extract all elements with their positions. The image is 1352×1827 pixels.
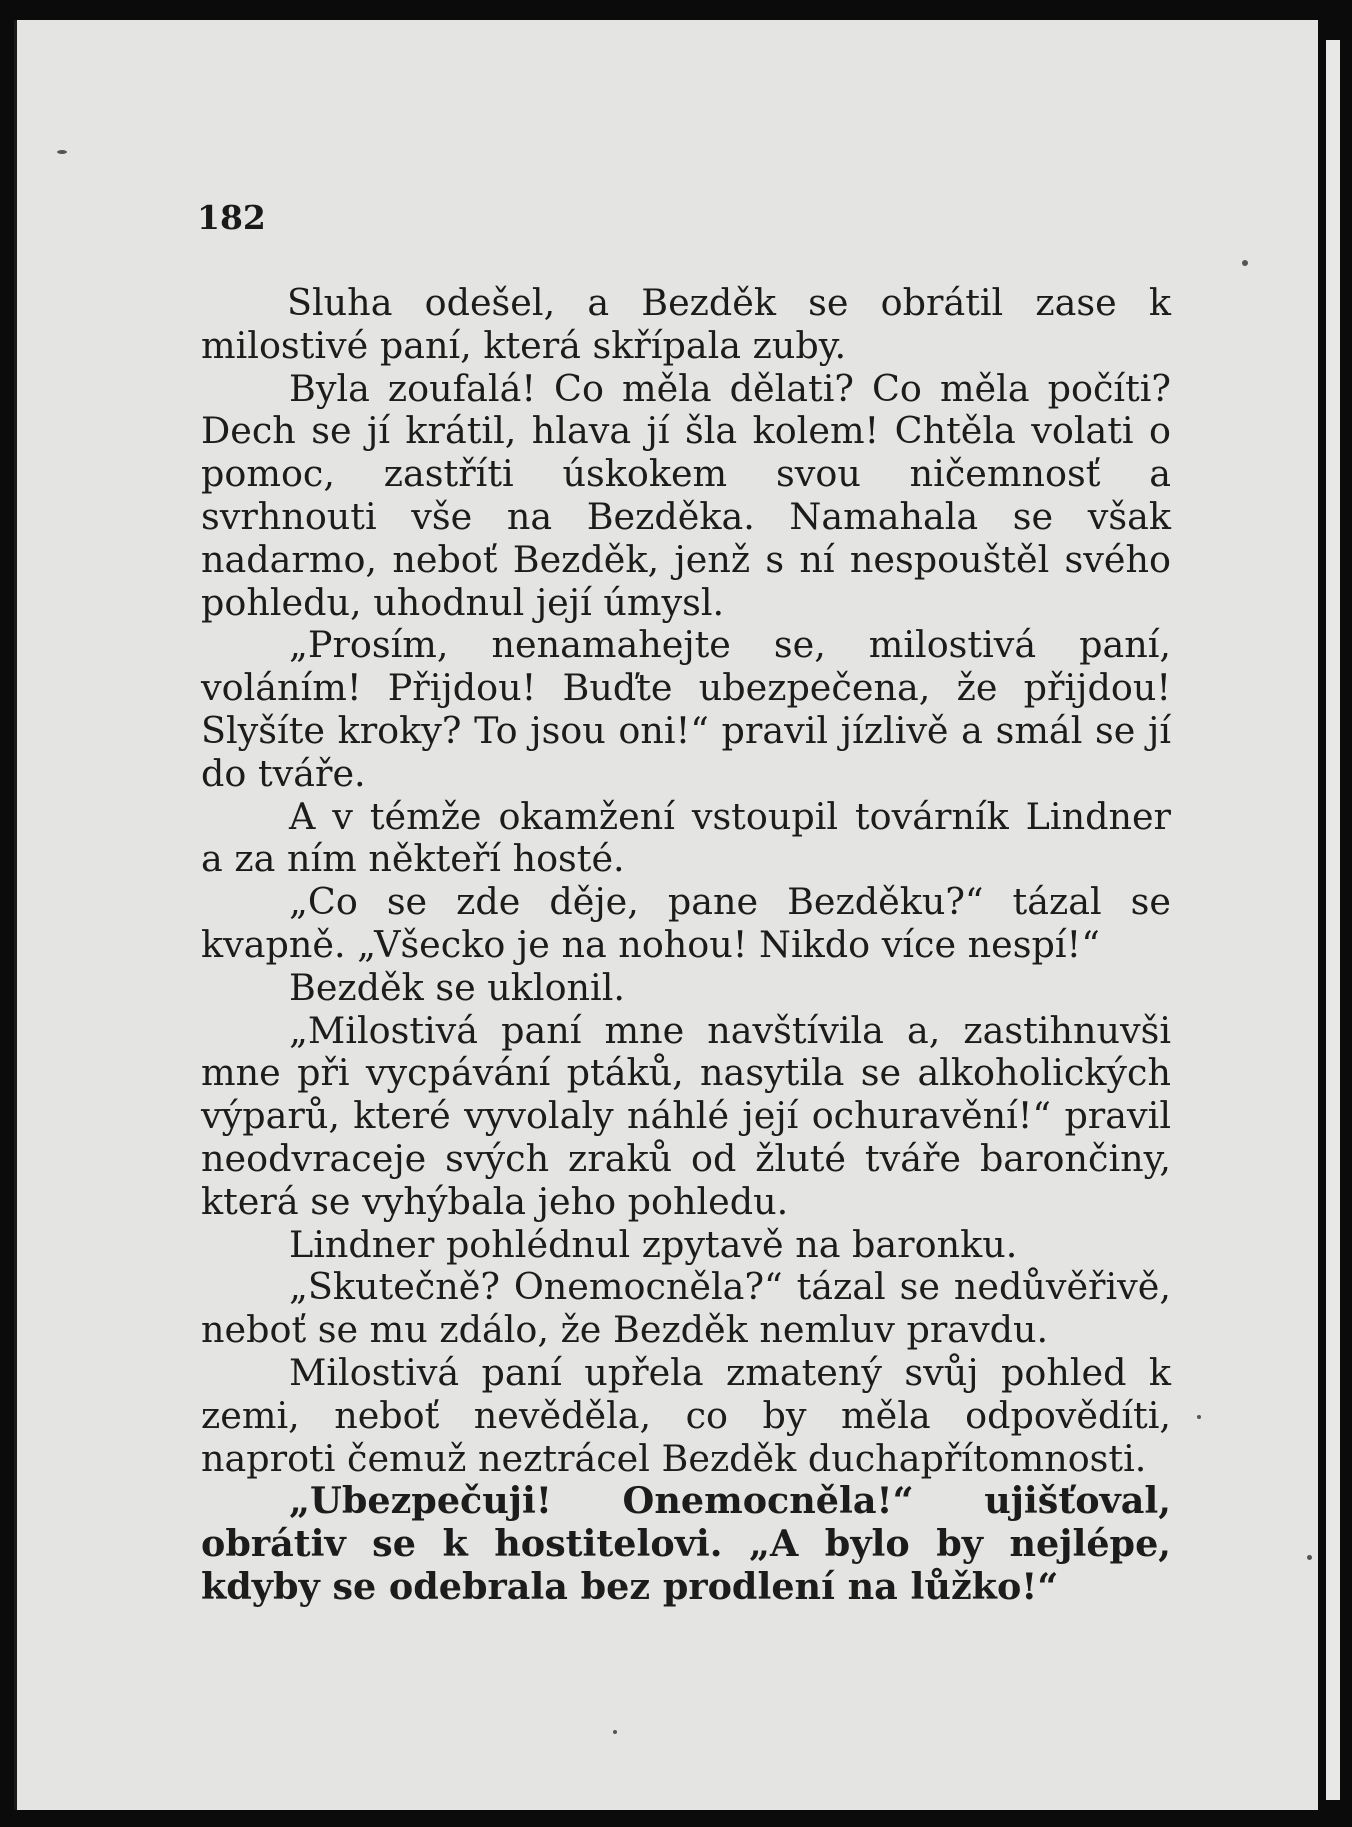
paragraph: Milostivá paní upřela zmatený svůj pohled k zemi, neboť nevěděla, co by měla odpovědíti, naproti čemuž neztrácel Bezděk duchapřítomnosti. xyxy=(201,1350,1171,1480)
paragraph: Byla zoufalá! Co měla dělati? Co měla počíti? Dech se jí krátil, hlava jí šla kolem! Chtěla volati o pomoc, zastříti úskokem svou ničemnosť a svrhnouti vše na Bezděka. Namahala se však nadarmo, neboť Bezděk, jenž s ní nespouštěl svého pohledu, uhodnul její úmysl. xyxy=(201,366,1171,624)
paragraph: „Ubezpečuji! Onemocněla!“ ujišťoval, obrátiv se k hostitelovi. „A bylo by nejlépe, kdyby se odebrala bez prodlení na lůžko!“ xyxy=(201,1479,1171,1608)
print-speck xyxy=(1197,1415,1201,1419)
paragraph: „Milostivá paní mne navštívila a, zastihnuvši mne při vycpávání ptáků, nasytila se alkoholických výparů, které vyvolaly náhlé její ochuravění!“ pravil neodvraceje svých zraků od žluté tváře barončiny, která se vyhýbala jeho pohledu. xyxy=(201,1008,1171,1223)
print-speck xyxy=(1242,260,1248,266)
paragraph: Bezděk se uklonil. xyxy=(289,965,626,1009)
paragraph: „Skutečně? Onemocněla?“ tázal se nedůvěřivě, neboť se mu zdálo, že Bezděk nemluv pravdu. xyxy=(201,1265,1171,1352)
paragraph: Sluha odešel, a Bezděk se obrátil zase k milostivé paní, která skřípala zuby. xyxy=(201,281,1171,367)
paragraph: A v témže okamžení vstoupil továrník Lindner a za ním někteří hosté. xyxy=(201,794,1171,881)
paragraph: „Prosím, nenamahejte se, milostivá paní, voláním! Přijdou! Buďte ubezpečena, že přijdou! Slyšíte kroky? To jsou oni!“ pravil jízlivě a smál se jí do tváře. xyxy=(201,623,1171,795)
print-speck xyxy=(57,150,67,154)
print-speck xyxy=(1307,1555,1312,1560)
next-page-edge xyxy=(1326,40,1340,1800)
print-speck xyxy=(613,1730,617,1734)
book-page xyxy=(14,20,1326,1810)
page-text xyxy=(201,282,1171,1609)
paragraph: Lindner pohlédnul zpytavě na baronku. xyxy=(289,1222,1018,1266)
paragraph: „Co se zde děje, pane Bezděku?“ tázal se kvapně. „Všecko je na nohou! Nikdo více nespí!“ xyxy=(201,880,1171,966)
page-number: 182 xyxy=(197,198,266,237)
